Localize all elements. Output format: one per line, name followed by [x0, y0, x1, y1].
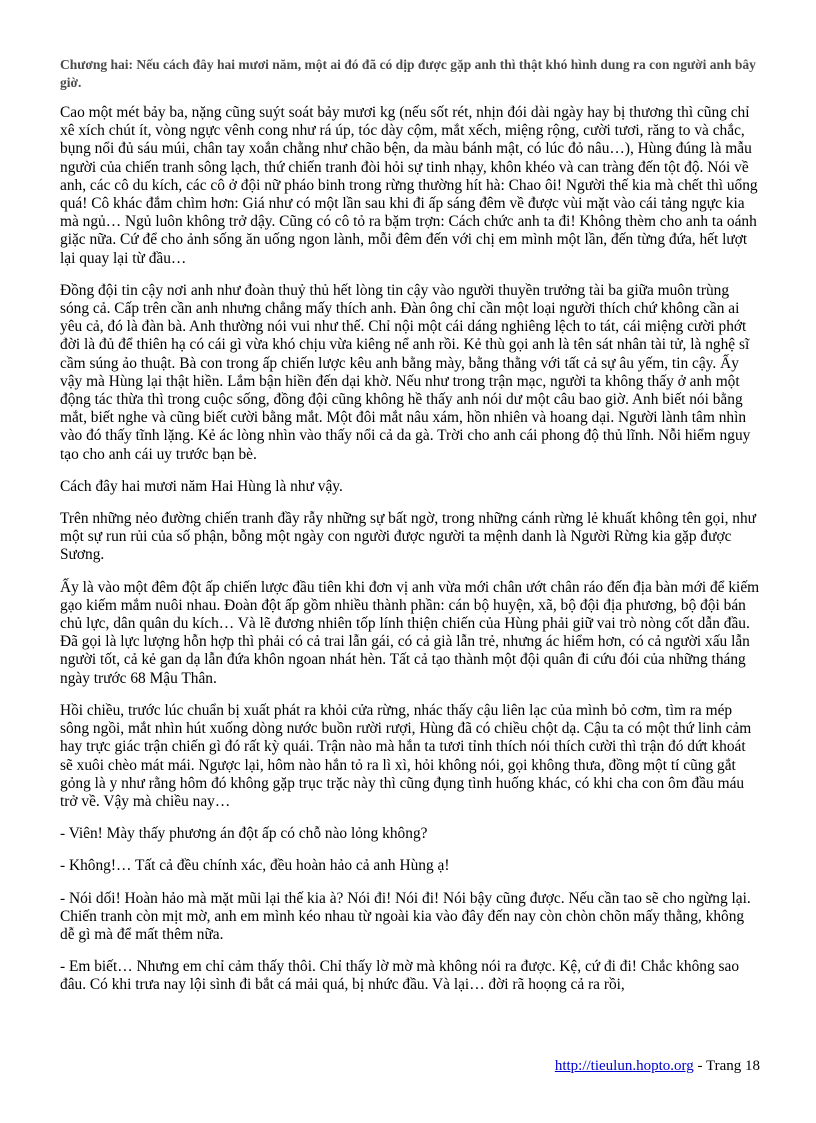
dialogue-line: - Viên! Mày thấy phương án đột ấp có chỗ nào lỏng không? [60, 825, 428, 843]
paragraph: Trên những nẻo đường chiến tranh đầy rẫy những sự bất ngờ, trong những cánh rừng lẻ khuất không tên gọi, như một sự run rủi của số phận, bỗng một ngày con người được người ta mệnh danh là Người Rừng kia gặp được Sương. [60, 510, 757, 564]
paragraph: Ấy là vào một đêm đột ấp chiến lược đầu tiên khi đơn vị anh vừa mới chân ướt chân ráo đến địa bàn mới để kiếm gạo kiếm mắm nuôi nhau. Đoàn đột ấp gồm nhiều thành phần: cán bộ huyện, xã, bộ đội địa phương, bộ đội bán chủ lực, dân quân du kích… Và lẽ đương nhiên tốp lính thiện chiến của Hùng phải giữ vai trò nòng cốt dẫn đầu. Đã gọi là lực lượng hỗn hợp thì phải có cả trai lẫn gái, có cả già lẫn trẻ, nhưng ác hiểm hơn, có cả người xấu lẫn người tốt, cả kẻ gan dạ lẫn đứa khôn ngoan nhát hèn. Tất cả tạo thành một đội quân đi cứu đói của những tháng ngày trước 68 Mậu Thân. [60, 578, 760, 687]
page-footer [530, 1058, 760, 1075]
site-link[interactable]: http://tieulun.hopto.org [554, 1058, 694, 1074]
paragraph: Hồi chiều, trước lúc chuẩn bị xuất phát ra khỏi cửa rừng, nhác thấy cậu liên lạc của mình bỏ cơm, tìm ra mép sông ngồi, mắt nhìn hút xuống dòng nước buồn rười rượi, Hùng đã có chiều chột dạ. Cậu ta có một thứ linh cảm hay trực giác trận chiến gì đó rất kỳ quái. Trận nào mà hắn ta tươi tỉnh thích nói thích cười thì trận đó dứt khoát sẽ xuôi chèo mát mái. Ngược lại, hôm nào hắn tỏ ra lì xì, hỏi không nói, gọi không thưa, đồng một tí cũng gắt gỏng là y như rằng hôm đó không gặp trục trặc này thì cũng đụng tình huống khác, có khi cha con ôm đầu máu trở về. Vậy mà chiều nay… [60, 701, 752, 810]
document-body [60, 104, 761, 1009]
dialogue-line: - Không!… Tất cả đều chính xác, đều hoàn hảo cả anh Hùng ạ! [60, 857, 450, 875]
paragraph: Đồng đội tin cậy nơi anh như đoàn thuỷ thủ hết lòng tin cậy vào người thuyền trưởng tài ba giữa muôn trùng sóng cả. Cấp trên cần anh nhưng chẳng mấy thích anh. Đàn ông chỉ cần một loại người thích chứ không cần ai yêu cả, đó là đàn bà. Anh thường nói vui như thế. Chỉ nội một cái dáng nghiêng lệch to tát, cái miệng cười phớt đời là đủ để thiên hạ có cái gì vừa khó chịu vừa kiêng nể anh rồi. Kẻ thù gọi anh là tên sát nhân tài tử, là nghệ sĩ cầm súng ảo thuật. Bà con trong ấp chiến lược kêu anh bằng mày, bằng thằng với tất cả sự âu yếm, tin cậy. Ấy vậy mà Hùng lại thật hiền. Lắm bận hiền đến dại khờ. Nếu như trong trận mạc, người ta không thấy ở anh một động tác thừa thì trong cuộc sống, đồng đội cũng không hề thấy anh nói dư một câu bao giờ. Anh biết nói bằng mắt, biết nghe và cũng biết cười bằng mắt. Một đôi mắt nâu xám, hồn nhiên và hoang dại. Người lành tâm nhìn vào đó thấy tĩnh lặng. Kẻ ác lòng nhìn vào thấy nổi cả da gà. Trời cho anh cái phong độ thủ lĩnh. Nỗi hiểm nguy tạo cho anh cái uy trước bạn bè. [60, 281, 751, 463]
dialogue-line: - Nói dối! Hoàn hảo mà mặt mũi lại thế kia à? Nói đi! Nói đi! Nói bậy cũng được. Nếu cần tao sẽ cho ngừng lại. Chiến tranh còn mịt mờ, anh em mình kéo nhau từ ngoài kia vào đây đến nay còn chòn chõn mấy thằng, không dễ gì mà để mất thêm nữa. [60, 889, 751, 943]
paragraph: Cách đây hai mươi năm Hai Hùng là như vậy. [60, 477, 343, 495]
paragraph: Cao một mét bảy ba, nặng cũng suýt soát bảy mươi kg (nếu sốt rét, nhịn đói dài ngày hay bị thương thì cũng chỉ xê xích chút ít, vòng ngực vênh cong như rá úp, tóc dày cộm, mắt xếch, miệng rộng, cười tươi, răng to và chắc, bụng nổi đủ sáu múi, chân tay xoắn chằng như chão bện, da màu bánh mật, có lúc đỏ nâu…), Hùng đúng là mẫu người của chiến tranh sông lạch, thứ chiến tranh đòi hỏi sự tinh nhạy, khôn khéo và can tràng đến tột độ. Nói về anh, các cô du kích, các cô ở đội nữ pháo binh trong rừng thường hít hà: Chao ôi! Người thế kia mà chết thì uổng quá! Cô khác đắm chìm hơn: Giá như có một lần sau khi đi ấp sáng đêm về được vùi mặt vào cái tảng ngực kia mà ngủ… Ngủ luôn không trở dậy. Cũng có cô tỏ ra bặm trợn: Cách chức anh ta đi! Không thèm cho anh ta oánh giặc nữa. Cứ để cho ảnh sống ăn uống ngon lành, mỗi đêm đến với chị em mình một lần, đến từng đứa, hết lượt lại quay lại từ đầu… [60, 104, 758, 267]
page-number: - Trang 18 [693, 1058, 760, 1074]
chapter-title: Chương hai: Nếu cách đây hai mươi năm, một ai đó đã có dịp được gặp anh thì thật khó hình dung ra con người anh bây giờ. [60, 57, 756, 90]
dialogue-line: - Em biết… Nhưng em chỉ cảm thấy thôi. Chỉ thấy lờ mờ mà không nói ra được. Kệ, cứ đi đi! Chắc không sao đâu. Có khi trưa nay lội sình đi bắt cá mải quá, bị nhức đầu. Và lại… đời rã hoọng cả ra rồi, [60, 958, 740, 994]
